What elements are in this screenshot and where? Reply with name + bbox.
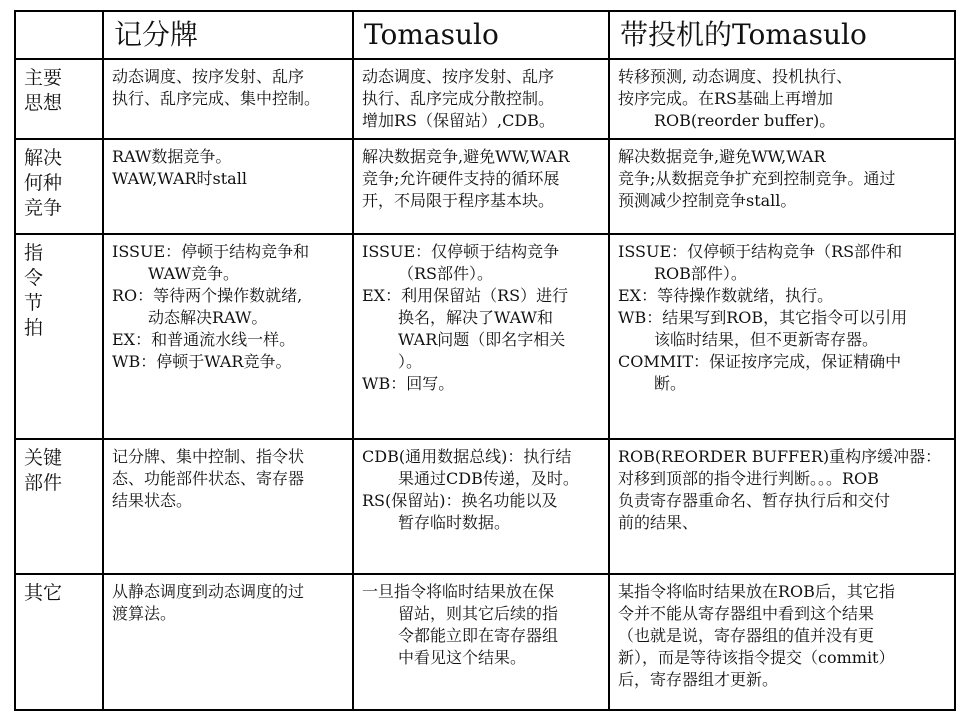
comparison-table — [14, 10, 956, 711]
cell-line: WB：停顿于WAR竞争。 — [112, 352, 292, 371]
cell-line: 执行、乱序完成、集中控制。 — [112, 89, 321, 108]
cell-line: 竞争;允许硬件支持的循环展 — [362, 169, 560, 188]
cell-line: WB：回写。 — [362, 374, 455, 393]
header-tomasulo: Tomasulo — [353, 11, 609, 59]
cell-line: 中看见这个结果。 — [398, 648, 527, 667]
cell-line: 令并不能从寄存器组中看到这个结果 — [618, 604, 875, 623]
cell-line: （也就是说，寄存器组的值并没有更 — [618, 626, 875, 645]
label-line: 拍 — [24, 317, 44, 339]
label-line: 部件 — [24, 472, 63, 494]
cell-line: 对移到顶部的指令进行判断。。。ROB — [618, 469, 879, 488]
cell-line: 预测减少控制竞争stall。 — [618, 191, 797, 210]
label-line: 解决 — [24, 147, 63, 169]
cell-scoreboard — [103, 574, 353, 710]
row-label — [15, 59, 103, 139]
cell-speculative — [609, 59, 955, 139]
cell-line: WAW,WAR时stall — [112, 169, 247, 188]
header-empty-cell — [15, 11, 103, 59]
cell-line: 新），而是等待该指令提交（commit） — [618, 648, 895, 667]
cell-line: 从静态调度到动态调度的过 — [112, 582, 305, 601]
cell-line: EX：利用保留站（RS）进行 — [362, 286, 569, 305]
cell-scoreboard — [103, 59, 353, 139]
label-line: 关键 — [24, 447, 63, 469]
cell-line: EX：和普通流水线一样。 — [112, 330, 296, 349]
cell-line: 该临时结果，但不更新寄存器。 — [654, 330, 879, 349]
cell-line: 开，不局限于程序基本块。 — [362, 191, 555, 210]
cell-line: 竞争;从数据竞争扩充到控制竞争。通过 — [618, 169, 896, 188]
cell-speculative — [609, 439, 955, 574]
cell-line: 增加RS（保留站）,CDB。 — [362, 111, 555, 130]
cell-line: ）。 — [398, 352, 423, 371]
row-key-components — [15, 439, 955, 574]
cell-scoreboard — [103, 139, 353, 234]
cell-line: WB：结果写到ROB，其它指令可以引用 — [618, 308, 908, 327]
label-line: 指 — [24, 242, 44, 264]
row-label — [15, 574, 103, 710]
header-row — [15, 11, 955, 59]
cell-tomasulo — [353, 574, 609, 710]
row-main-idea — [15, 59, 955, 139]
cell-line: 留站，则其它后续的指 — [398, 604, 559, 623]
cell-tomasulo — [353, 59, 609, 139]
cell-line: 按序完成。在RS基础上再增加 — [618, 89, 834, 108]
row-label — [15, 439, 103, 574]
cell-line: 动态调度、按序发射、乱序 — [362, 67, 555, 86]
cell-line: 态、功能部件状态、寄存器 — [112, 469, 305, 488]
row-other — [15, 574, 955, 710]
cell-line: 负责寄存器重命名、暂存执行后和交付 — [618, 491, 891, 510]
cell-line: RS(保留站)：换名功能以及 — [362, 491, 558, 510]
cell-speculative — [609, 139, 955, 234]
cell-line: 动态解决RAW。 — [148, 308, 268, 327]
header-scoreboard: 记分牌 — [103, 11, 353, 59]
cell-line: 某指令将临时结果放在ROB后，其它指 — [618, 582, 895, 601]
cell-line: 断。 — [654, 374, 687, 393]
cell-line: 转移预测, 动态调度、投机执行、 — [618, 67, 853, 86]
cell-line: 解决数据竞争,避免WW,WAR — [618, 147, 826, 166]
cell-line: ISSUE：停顿于结构竞争和 — [112, 242, 310, 261]
cell-line: 渡算法。 — [112, 604, 177, 623]
label-line: 何种 — [24, 172, 63, 194]
cell-line: 动态调度、按序发射、乱序 — [112, 67, 305, 86]
cell-line: 记分牌、集中控制、指令状 — [112, 447, 305, 466]
cell-line: 果通过CDB传递，及时。 — [398, 469, 579, 488]
cell-line: 换名，解决了WAW和 — [398, 308, 554, 327]
row-label — [15, 139, 103, 234]
row-instruction-stages — [15, 234, 955, 439]
cell-speculative — [609, 234, 955, 439]
cell-line: ROB(reorder buffer)。 — [654, 111, 836, 130]
row-label — [15, 234, 103, 439]
cell-line: ROB部件）。 — [654, 264, 747, 283]
cell-scoreboard — [103, 439, 353, 574]
cell-line: RAW数据竞争。 — [112, 147, 232, 166]
label-line: 令 — [24, 267, 44, 289]
cell-line: WAR问题（即名字相关 — [398, 330, 566, 349]
cell-line: EX：等待操作数就绪，执行。 — [618, 286, 834, 305]
cell-line: 执行、乱序完成分散控制。 — [362, 89, 555, 108]
cell-tomasulo — [353, 439, 609, 574]
cell-line: ISSUE：仅停顿于结构竞争 — [362, 242, 560, 261]
cell-line: 暂存临时数据。 — [398, 513, 511, 532]
cell-line: 令都能立即在寄存器组 — [398, 626, 559, 645]
label-line: 思想 — [24, 92, 63, 114]
cell-line: （RS部件）。 — [398, 264, 494, 283]
cell-speculative — [609, 574, 955, 710]
cell-tomasulo — [353, 234, 609, 439]
label-line: 其它 — [24, 582, 63, 604]
cell-line: 一旦指令将临时结果放在保 — [362, 582, 555, 601]
cell-tomasulo — [353, 139, 609, 234]
label-line: 主要 — [24, 67, 63, 89]
cell-line: CDB(通用数据总线)：执行结 — [362, 447, 572, 466]
cell-line: 后，寄存器组才更新。 — [618, 670, 779, 689]
label-line: 节 — [24, 292, 44, 314]
cell-scoreboard — [103, 234, 353, 439]
cell-line: 结果状态。 — [112, 491, 193, 510]
label-line: 竞争 — [24, 197, 63, 219]
cell-line: 解决数据竞争,避免WW,WAR — [362, 147, 570, 166]
cell-line: RO：等待两个操作数就绪, — [112, 286, 303, 305]
cell-line: COMMIT：保证按序完成，保证精确中 — [618, 352, 902, 371]
cell-line: WAW竞争。 — [148, 264, 240, 283]
cell-line: 前的结果、 — [618, 513, 699, 532]
cell-line: ISSUE：仅停顿于结构竞争（RS部件和 — [618, 242, 903, 261]
cell-line: ROB(REORDER BUFFER)重构序缓冲器： — [618, 447, 942, 466]
row-hazards-resolved — [15, 139, 955, 234]
header-speculative-tomasulo: 带投机的Tomasulo — [609, 11, 955, 59]
